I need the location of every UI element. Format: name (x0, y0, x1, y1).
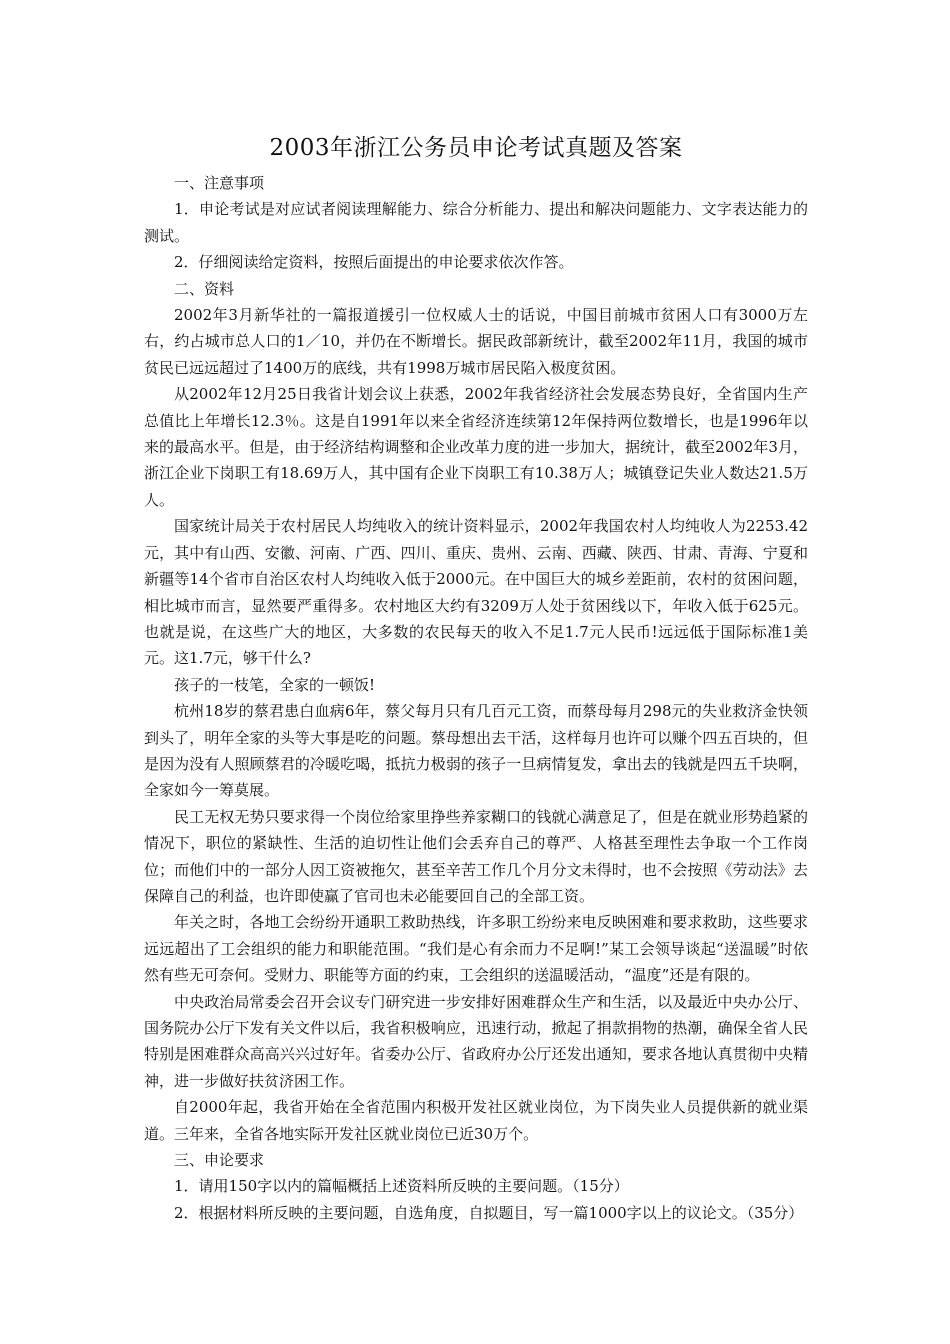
document-title: 2003年浙江公务员申论考试真题及答案 (269, 135, 683, 161)
section-heading-requirements: 三、申论要求 (174, 1151, 265, 1170)
material-paragraph-2: 从2002年12月25日我省计划会议上获悉，2002年我省经济社会发展态势良好，全省国内生产总值比上年增长12.3％。这是自1991年以来全省经济连续第12年保持两位数增长，也是1996年以来的最高水平。但是，由于经济结构调整和企业改革力度的进一步加大，据统计，截至2002年3月，浙江企业下岗职工有18.69万人，其中国有企业下岗职工有10.38万人；城镇登记失业人数达21.5万人。 (144, 385, 808, 509)
material-paragraph-7: 年关之时，各地工会纷纷开通职工救助热线，许多职工纷纷来电反映困难和要求救助，这些要求远远超出了工会组织的能力和职能范围。“我们是心有余而力不足啊!”某工会领导谈起“送温暖”时依然有些无可奈何。受财力、职能等方面的约束，工会组织的送温暖活动，“温度”还是有限的。 (144, 913, 808, 985)
material-paragraph-6: 民工无权无势只要求得一个岗位给家里挣些养家糊口的钱就心满意足了，但是在就业形势趋紧的情况下，职位的紧缺性、生活的迫切性让他们会丢弃自己的尊严、人格甚至理性去争取一个工作岗位；而他们中的一部分人因工资被拖欠，甚至辛苦工作几个月分文未得时，也不会按照《劳动法》去保障自己的利益，也许即使赢了官司也未必能要回自己的全部工资。 (144, 807, 808, 905)
section-heading-notice: 一、注意事项 (174, 174, 265, 192)
material-paragraph-1: 2002年3月新华社的一篇报道援引一位权威人士的话说，中国目前城市贫困人口有3000万左右，约占城市总人口的1／10，并仍在不断增长。据民政部新统计，截至2002年11月，我国的城市贫民已远远超过了1400万的底线，共有1998万城市居民陷入极度贫困。 (144, 306, 808, 377)
requirement-item-1: 1．请用150字以内的篇幅概括上述资料所反映的主要问题。（15分） (174, 1177, 629, 1196)
notice-item-1: 1．申论考试是对应试者阅读理解能力、综合分析能力、提出和解决问题能力、文字表达能力的测试。 (144, 200, 808, 245)
material-paragraph-9: 自2000年起，我省开始在全省范围内积极开发社区就业岗位，为下岗失业人员提供新的就业渠道。三年来，全省各地实际开发社区就业岗位已近30万个。 (144, 1098, 808, 1143)
material-paragraph-3: 国家统计局关于农村居民人均纯收入的统计资料显示，2002年我国农村人均纯收人为2253.42元，其中有山西、安徽、河南、广西、四川、重庆、贵州、云南、西藏、陕西、甘肃、青海、宁夏和新疆等14个省市自治区农村人均纯收入低于2000元。在中国巨大的城乡差距前，农村的贫困问题，相比城市而言，显然要严重得多。农村地区大约有3209万人处于贫困线以下，年收入低于625元。也就是说，在这些广大的地区，大多数的农民每天的收入不足1.7元人民币!远远低于国际标准1美元。这1.7元，够干什么? (144, 517, 808, 668)
section-heading-material: 二、资料 (174, 279, 235, 298)
material-paragraph-5: 杭州18岁的蔡君患白血病6年，蔡父每月只有几百元工资，而蔡母每月298元的失业救济金快领到头了，明年全家的头等大事是吃的问题。蔡母想出去干活，这样每月也许可以赚个四五百块的，但是因为没有人照顾蔡君的冷暖吃喝，抵抗力极弱的孩子一旦病情复发，拿出去的钱就是四五千块啊，全家如今一筹莫展。 (144, 702, 808, 800)
material-paragraph-4: 孩子的一枝笔，全家的一顿饭! (174, 675, 376, 694)
material-paragraph-8: 中央政治局常委会召开会议专门研究进一步安排好困难群众生产和生活，以及最近中央办公厅、国务院办公厅下发有关文件以后，我省积极响应，迅速行动，掀起了捐款捐物的热潮，确保全省人民特别是困难群众高高兴兴过好年。省委办公厅、省政府办公厅还发出通知，要求各地认真贯彻中央精神，进一步做好扶贫济困工作。 (144, 992, 808, 1090)
document-page (144, 132, 808, 1226)
notice-item-2: 2．仔细阅读给定资料，按照后面提出的申论要求依次作答。 (174, 253, 574, 272)
requirement-item-2: 2．根据材料所反映的主要问题，自选角度，自拟题目，写一篇1000字以上的议论文。（35分） (174, 1203, 804, 1222)
